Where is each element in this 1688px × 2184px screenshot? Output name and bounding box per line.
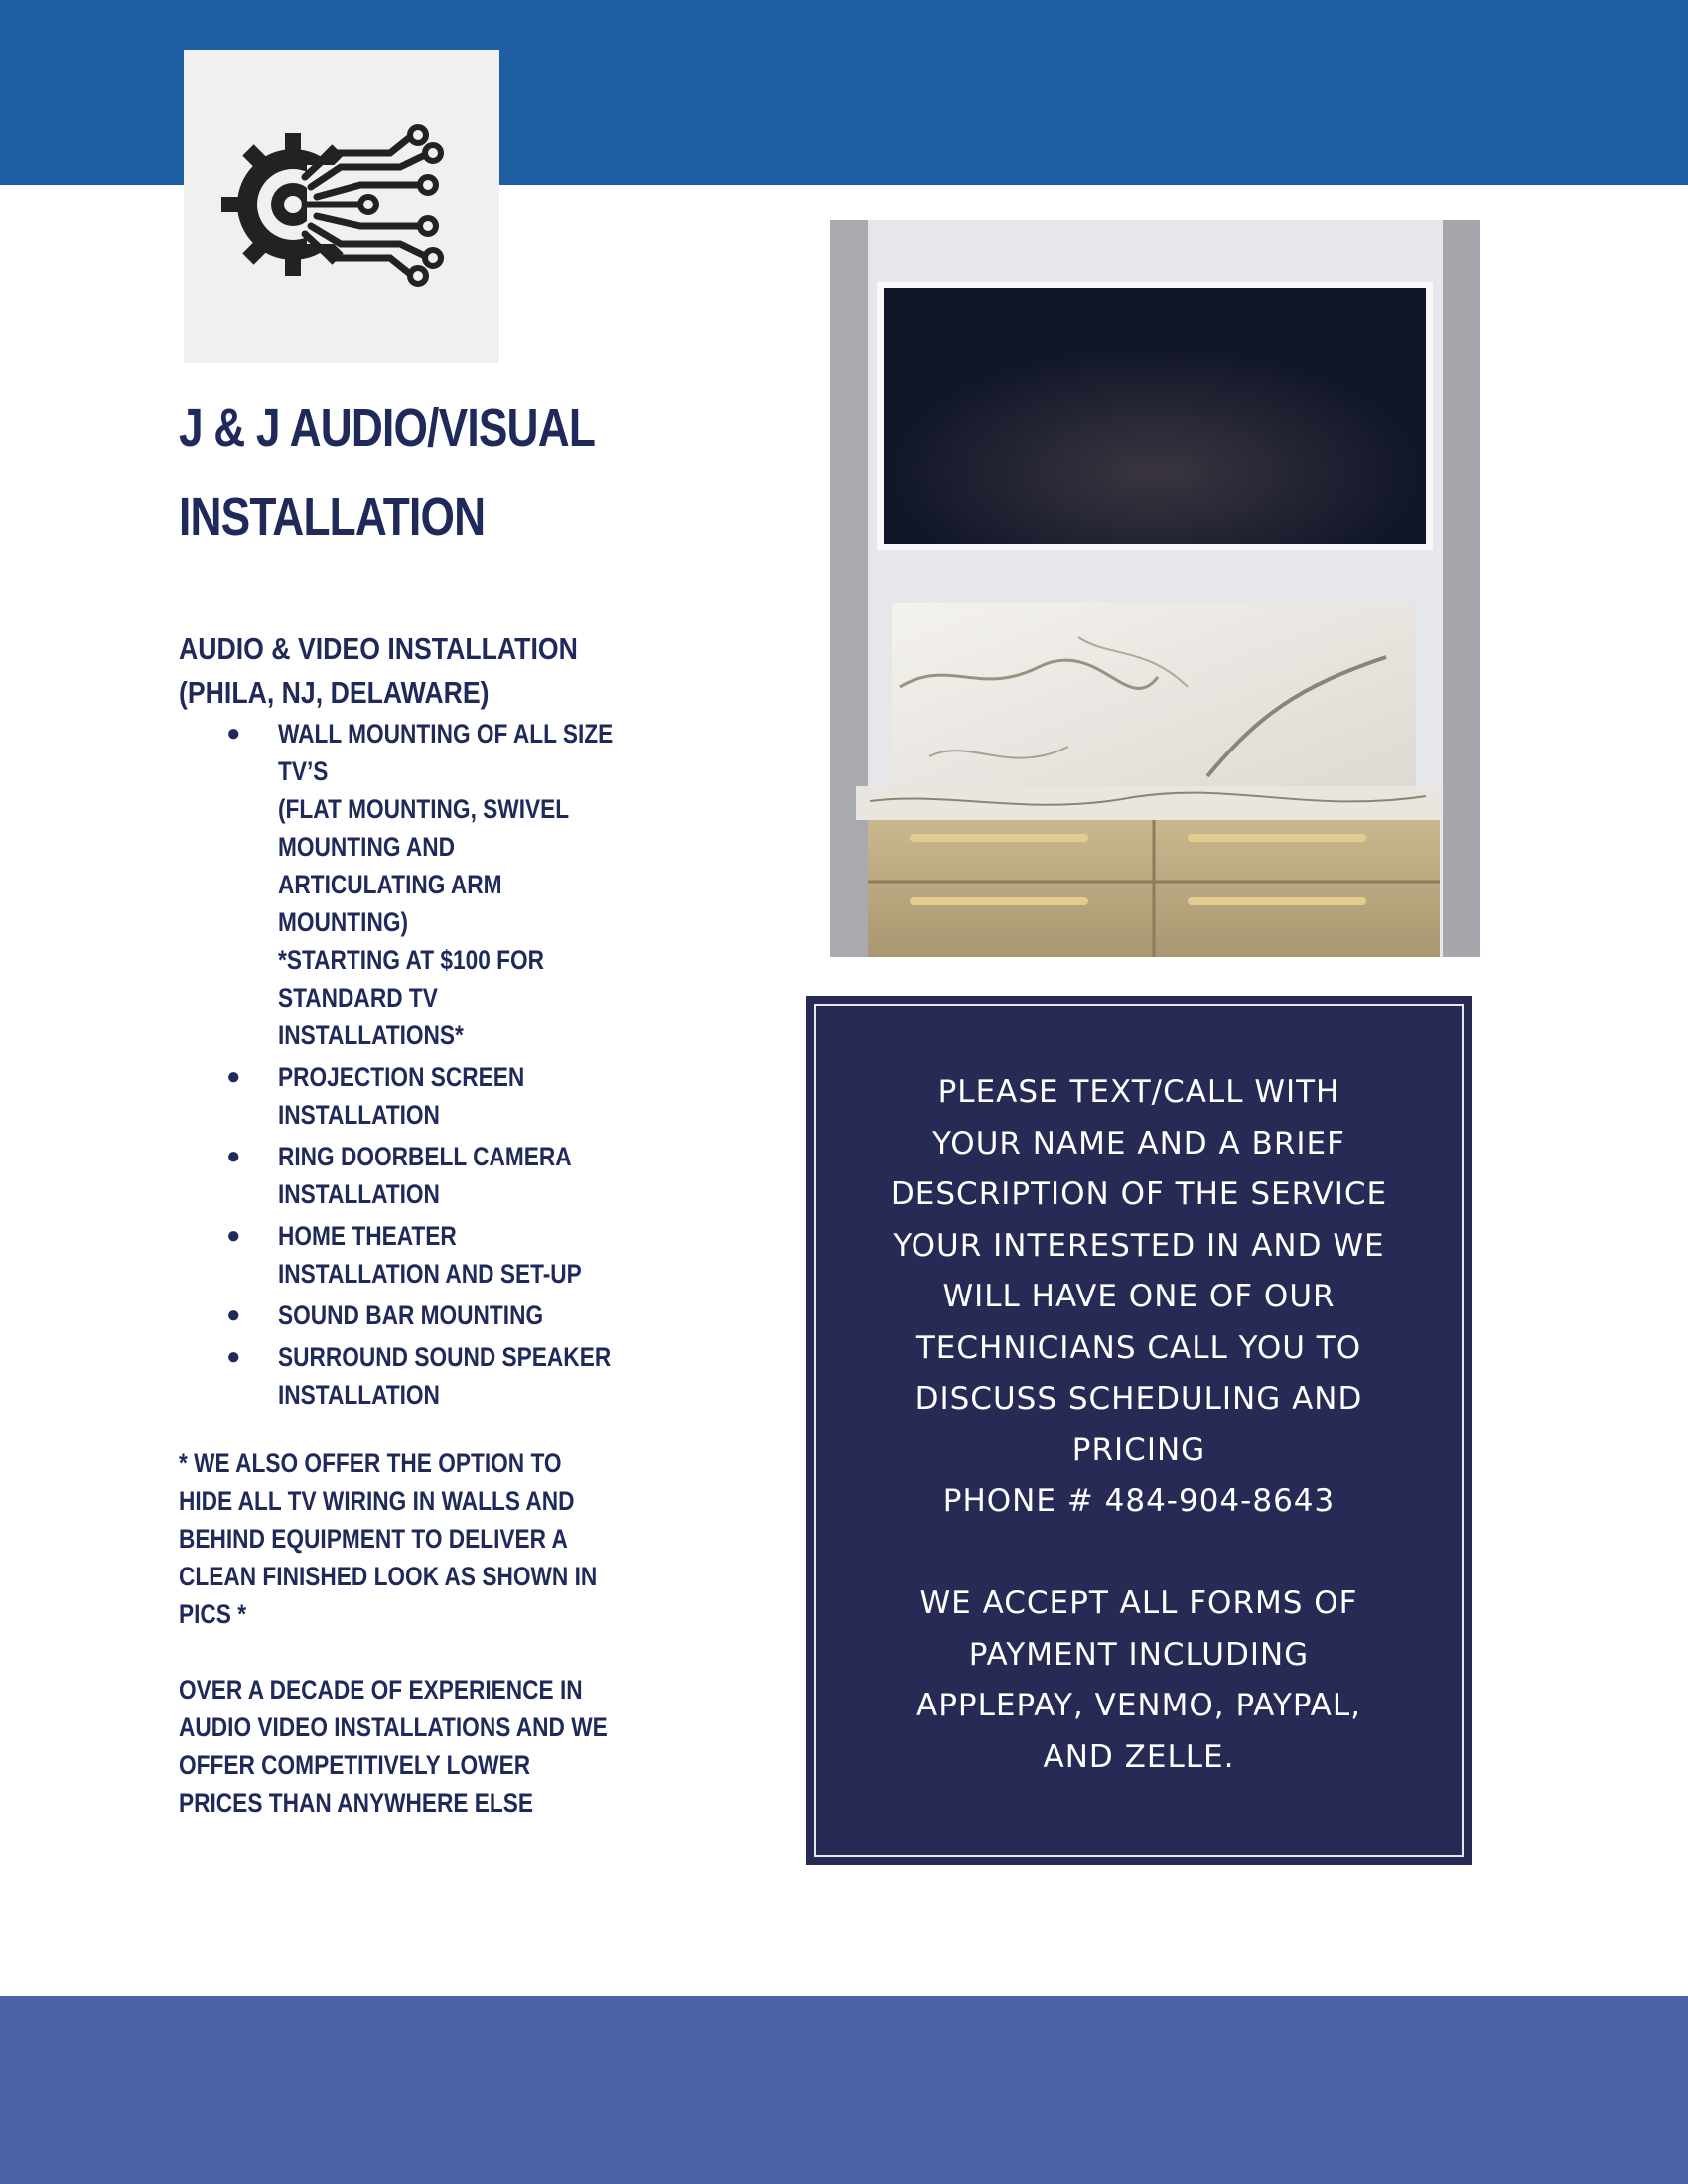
service-item-sound-bar: SOUND BAR MOUNTING xyxy=(278,1300,544,1330)
contact-message: PLEASE TEXT/CALL WITH YOUR NAME AND A BRIEF DESCRIPTION OF THE SERVICE YOUR INTERESTED IN AND WE WILL HAVE ONE OF OUR TECHNICIANS CALL YOU TO DISCUSS SCHEDULING AND PRICING PHONE # 484-904-8643 WE ACCEPT ALL FORMS OF PAYMENT INCLUDING APPLEPAY, VENMO, PAYPAL, AND ZELLE. xyxy=(890,1074,1388,1775)
tv-installation-photo xyxy=(830,220,1480,957)
bullet: ● xyxy=(226,720,241,747)
list-item xyxy=(226,1217,693,1293)
bullet: ● xyxy=(226,1301,241,1328)
service-list xyxy=(226,715,693,1418)
list-item xyxy=(226,1297,693,1334)
bullet: ● xyxy=(226,1143,241,1169)
service-item-home-theater: HOME THEATER INSTALLATION AND SET-UP xyxy=(278,1221,582,1289)
contact-box xyxy=(806,996,1472,1865)
gear-circuit-icon xyxy=(221,117,460,291)
bullet: ● xyxy=(226,1222,241,1249)
service-item-surround-sound: SURROUND SOUND SPEAKER INSTALLATION xyxy=(278,1342,612,1410)
bullet: ● xyxy=(226,1063,241,1090)
service-item-projection-screen: PROJECTION SCREEN INSTALLATION xyxy=(278,1062,525,1130)
bottom-color-band xyxy=(0,1996,1688,2184)
list-item xyxy=(226,1058,693,1134)
list-item xyxy=(226,715,693,1054)
bullet: ● xyxy=(226,1343,241,1370)
service-item-ring-doorbell: RING DOORBELL CAMERA INSTALLATION xyxy=(278,1142,572,1209)
services-heading: AUDIO & VIDEO INSTALLATION (PHILA, NJ, DELAWARE) xyxy=(179,631,578,710)
experience-note: OVER A DECADE OF EXPERIENCE IN AUDIO VIDEO INSTALLATIONS AND WE OFFER COMPETITIVELY LOWER PRICES THAN ANYWHERE ELSE xyxy=(179,1675,608,1818)
wiring-note: * WE ALSO OFFER THE OPTION TO HIDE ALL TV WIRING IN WALLS AND BEHIND EQUIPMENT TO DELIVER A CLEAN FINISHED LOOK AS SHOWN IN PICS * xyxy=(179,1448,598,1629)
company-name: J & J AUDIO/VISUAL INSTALLATION xyxy=(179,398,596,547)
service-item-wall-mounting: WALL MOUNTING OF ALL SIZE TV’S (FLAT MOUNTING, SWIVEL MOUNTING AND ARTICULATING ARM MOUNTING) *STARTING AT $100 FOR STANDARD TV INSTALLATIONS* xyxy=(278,719,614,1050)
list-item xyxy=(226,1338,693,1414)
list-item xyxy=(226,1138,693,1213)
company-logo xyxy=(184,50,499,363)
